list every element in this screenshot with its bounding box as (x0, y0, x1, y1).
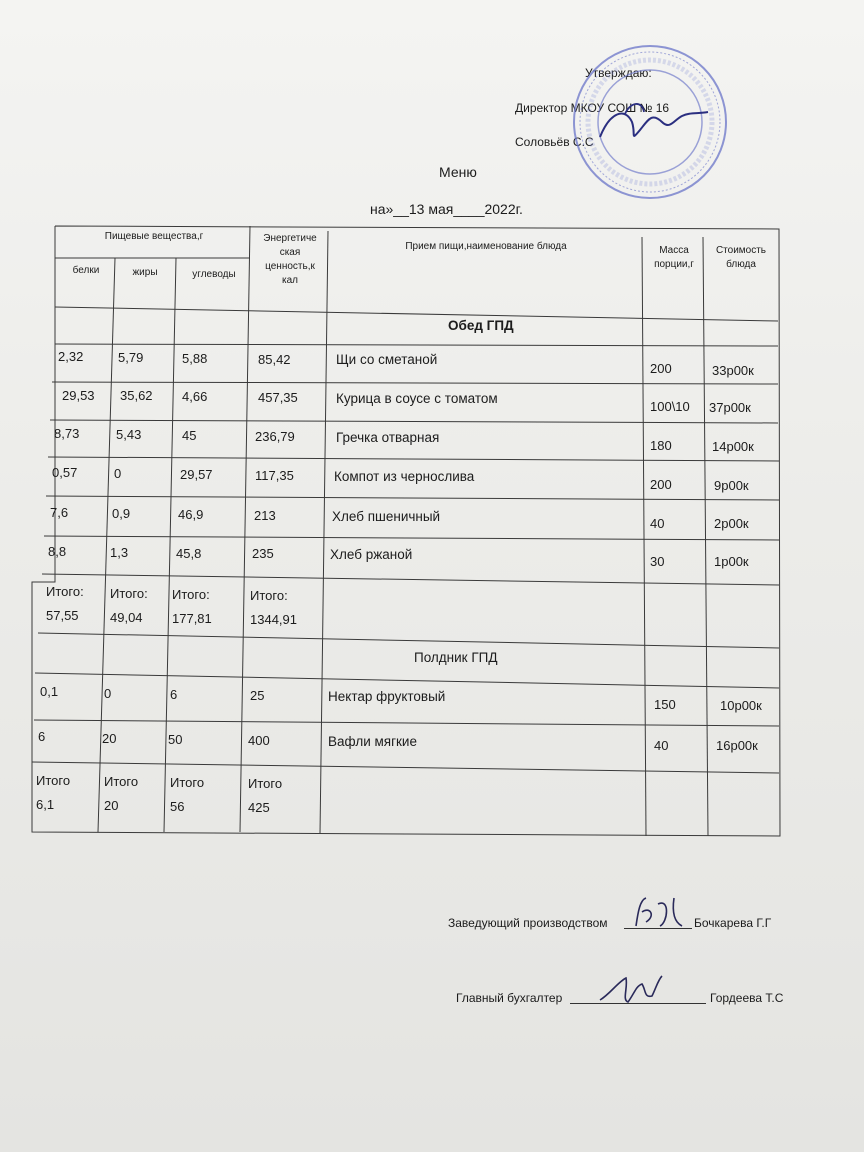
cell-proteins: 2,32 (58, 349, 84, 364)
cell-carbs: 4,66 (182, 389, 208, 404)
section-lunch: Обед ГПД (448, 318, 514, 333)
cell-proteins: 8,8 (48, 544, 67, 559)
header-carbs: углеводы (192, 269, 236, 280)
director-name: Соловьёв С.С (515, 135, 594, 149)
cell-mass: 30 (650, 554, 665, 569)
cell-mass: 180 (650, 438, 672, 453)
header-proteins: белки (72, 265, 100, 276)
cell-dish: Щи со сметаной (336, 352, 438, 367)
cell-energy: 236,79 (255, 429, 295, 444)
cell-energy: 457,35 (258, 390, 298, 405)
cell-cost: 37р00к (709, 400, 751, 415)
cell-fats: 35,62 (120, 388, 153, 403)
cell-energy: 213 (254, 508, 276, 523)
production-manager-name: Бочкарева Г.Г (694, 916, 772, 930)
cell-carbs: 29,57 (180, 467, 213, 482)
cell-fats: 5,79 (118, 350, 144, 365)
cell-mass: 200 (650, 477, 672, 492)
cell-proteins: 6 (38, 729, 46, 744)
cell-fats: 5,43 (116, 427, 142, 442)
cell-mass: 40 (654, 738, 669, 753)
header-energy: Энергетиче ская ценность,к кал (263, 233, 317, 286)
director-title: Директор МКОУ СОШ № 16 (515, 101, 670, 115)
cell-cost: 2р00к (714, 516, 749, 531)
chief-accountant-label: Главный бухгалтер (456, 991, 563, 1005)
cell-energy: 25 (250, 688, 265, 703)
cell-cost: 10р00к (720, 698, 762, 713)
cell-dish: Гречка отварная (336, 430, 440, 445)
cell-fats: 0 (114, 466, 122, 481)
cell-dish: Хлеб ржаной (330, 547, 413, 562)
approval-heading: Утверждаю: (585, 66, 652, 80)
total-fats: Итого: 49,04 (110, 586, 148, 625)
cell-mass: 150 (654, 697, 676, 712)
cell-mass: 40 (650, 516, 665, 531)
total-energy: Итого: 1344,91 (250, 588, 297, 627)
cell-proteins: 0,1 (40, 684, 59, 699)
cell-fats: 1,3 (110, 545, 129, 560)
section-snack: Полдник ГПД (414, 650, 498, 665)
cell-energy: 117,35 (255, 468, 294, 483)
cell-fats: 0,9 (112, 506, 131, 521)
cell-carbs: 50 (168, 732, 183, 747)
cell-proteins: 8,73 (54, 426, 80, 441)
cell-energy: 235 (252, 546, 274, 561)
production-manager-label: Заведующий производством (448, 916, 608, 930)
cell-carbs: 46,9 (178, 507, 204, 522)
cell-cost: 33р00к (712, 363, 754, 378)
total-carbs: Итого: 177,81 (172, 587, 212, 626)
accountant-signature (596, 970, 666, 1008)
cell-dish: Курица в соусе с томатом (336, 391, 498, 406)
cell-mass: 200 (650, 361, 672, 376)
total-proteins: Итого: 57,55 (46, 584, 84, 623)
cell-energy: 85,42 (258, 352, 291, 367)
production-signature (630, 892, 690, 932)
document-title: Меню (439, 164, 477, 180)
cell-dish: Вафли мягкие (328, 734, 417, 749)
header-cost: Стоимость блюда (715, 245, 767, 270)
header-fats: жиры (132, 267, 158, 278)
header-dish: Прием пищи,наименование блюда (405, 241, 567, 252)
cell-carbs: 6 (170, 687, 178, 702)
cell-fats: 20 (102, 731, 117, 746)
cell-dish: Нектар фруктовый (328, 689, 446, 704)
total-energy: Итого 425 (248, 776, 283, 815)
header-nutrients: Пищевые вещества,г (104, 231, 204, 242)
cell-cost: 16р00к (716, 738, 758, 753)
menu-date: на»__13 мая____2022г. (370, 201, 523, 217)
cell-mass: 100\10 (650, 399, 690, 414)
cell-energy: 400 (248, 733, 270, 748)
cell-cost: 14р00к (712, 439, 754, 454)
total-proteins: Итого 6,1 (36, 773, 71, 812)
cell-proteins: 29,53 (62, 388, 95, 403)
cell-cost: 9р00к (714, 478, 749, 493)
cell-carbs: 45 (182, 428, 197, 443)
cell-proteins: 0,57 (52, 465, 78, 480)
cell-carbs: 5,88 (182, 351, 208, 366)
cell-dish: Компот из чернослива (334, 469, 475, 484)
total-fats: Итого 20 (104, 774, 139, 813)
cell-dish: Хлеб пшеничный (332, 509, 441, 524)
chief-accountant-name: Гордеева Т.С (710, 991, 784, 1005)
official-stamp (570, 42, 730, 202)
cell-cost: 1р00к (714, 554, 749, 569)
cell-proteins: 7,6 (50, 505, 69, 520)
header-mass: Масса порции,г (654, 245, 694, 270)
cell-fats: 0 (104, 686, 112, 701)
cell-carbs: 45,8 (176, 546, 202, 561)
total-carbs: Итого 56 (170, 775, 205, 814)
